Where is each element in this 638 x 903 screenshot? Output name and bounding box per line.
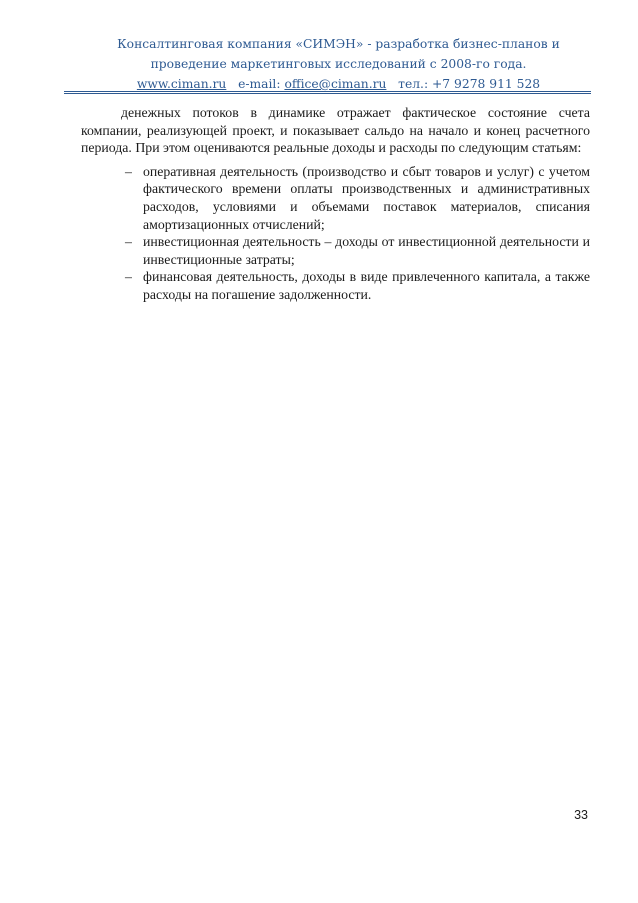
intro-paragraph: денежных потоков в динамике отражает фактическое состояние счета компании, реализующей проект, и показывает сальдо на начало и конец расчетного периода. При этом оцениваются реальные доходы и расходы по следующим статьям: <box>81 105 590 156</box>
phone-number: тел.: +7 9278 911 528 <box>398 77 541 91</box>
cost-categories-list <box>81 163 590 304</box>
email-label: e-mail: <box>238 77 281 91</box>
document-body <box>81 104 590 304</box>
list-item <box>81 268 590 303</box>
list-item <box>81 163 590 233</box>
bullet-dash: – <box>125 269 132 285</box>
bullet-dash: – <box>125 234 132 250</box>
list-item <box>81 233 590 268</box>
list-item-text: оперативная деятельность (производство и сбыт товаров и услуг) с учетом фактического времени оплаты производственных и административных расходов, условиями и объемами поставок материалов, списания амортизационных отчислений; <box>143 163 590 232</box>
list-item-text: инвестиционная деятельность – доходы от инвестиционной деятельности и инвестиционные затраты; <box>143 234 590 267</box>
bullet-dash: – <box>125 163 132 179</box>
website-link[interactable]: www.ciman.ru <box>136 77 227 91</box>
email-link[interactable]: office@ciman.ru <box>284 77 387 91</box>
page-number: 33 <box>574 808 588 822</box>
list-item-text: финансовая деятельность, доходы в виде привлеченного капитала, а также расходы на погашение задолженности. <box>143 269 590 302</box>
page-header <box>96 34 581 94</box>
header-tagline: проведение маркетинговых исследований с 2008-го года. <box>150 57 527 71</box>
header-company-line: Консалтинговая компания «СИМЭН» - разработка бизнес-планов и <box>117 37 560 51</box>
header-divider <box>64 91 591 94</box>
